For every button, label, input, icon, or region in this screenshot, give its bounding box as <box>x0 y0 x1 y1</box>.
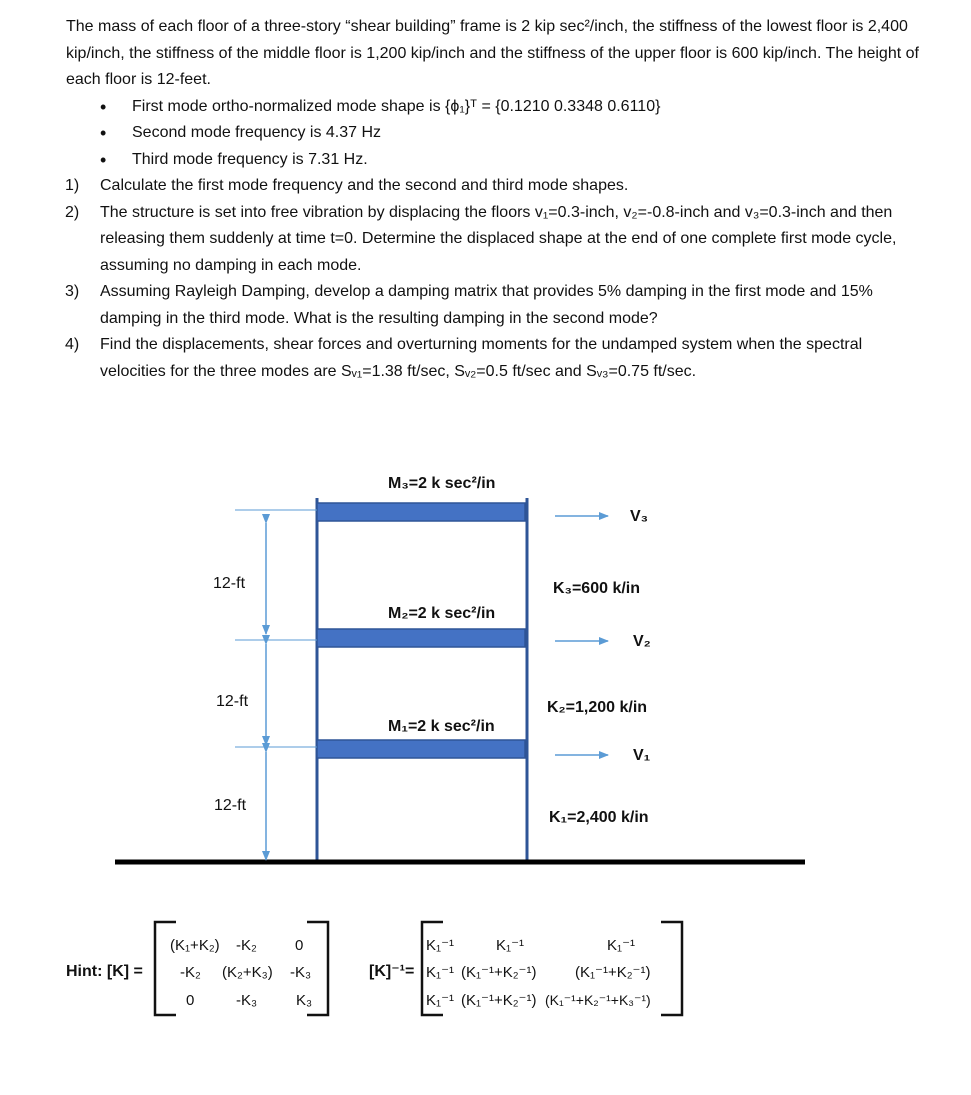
problem-intro: The mass of each floor of a three-story “shear building” frame is 2 kip sec²/inch, the stiffness of the lowest floor is 2,400 kip/inch, the stiffness of the middle floor is 1,200 kip/inch and the stiffness of the upper floor is 600 kip/inch. The height of each floor is 12-feet. <box>66 18 919 88</box>
question-number: 4) <box>65 336 80 353</box>
k-entry-1-2: -K₂ <box>236 937 257 954</box>
k-entry-1-3: 0 <box>295 937 304 954</box>
mass-label-1: M₁=2 k sec²/in <box>388 718 495 735</box>
kinv-entry-2-3: (K₁⁻¹+K₂⁻¹) <box>575 964 651 981</box>
floor-slab-2 <box>317 629 525 647</box>
height-label-2: 12-ft <box>216 693 249 710</box>
kinv-entry-2-2: (K₁⁻¹+K₂⁻¹) <box>461 964 537 981</box>
stiffness-label-2: K₂=1,200 k/in <box>547 699 648 716</box>
k-entry-3-3: K₃ <box>296 992 313 1009</box>
k-entry-2-3: -K₃ <box>290 964 312 981</box>
stiffness-label-3: K₃=600 k/in <box>553 580 640 597</box>
floor-slab-1 <box>317 740 525 758</box>
k-entry-3-2: -K₃ <box>236 992 258 1009</box>
question-text: The structure is set into free vibration by displacing the floors v₁=0.3-inch, v₂=-0.8-inch and v₃=0.3-inch and then releasing them suddenly at time t=0. Determine the displaced shape at the end of one complete first mode cycle, assuming no damping in each mode. <box>100 203 897 274</box>
question-text: Find the displacements, shear forces and overturning moments for the undamped system when the spectral velocities for the three modes are Sᵥ₁=1.38 ft/sec, Sᵥ₂=0.5 ft/sec and Sᵥ₃=0.75 ft/sec. <box>100 336 863 380</box>
height-label-3: 12-ft <box>213 575 246 592</box>
hint-label: Hint: [K] = <box>66 963 143 980</box>
mass-label-3: M₃=2 k sec²/in <box>388 475 496 492</box>
bullet-second-frequency: • Second mode frequency is 4.37 Hz <box>66 120 926 147</box>
k-inverse-label: [K]⁻¹= <box>369 963 415 980</box>
kinv-entry-3-1: K₁⁻¹ <box>426 992 454 1009</box>
question-number: 1) <box>65 177 80 194</box>
k-entry-1-1: (K₁+K₂) <box>170 937 220 954</box>
k-entry-2-2: (K₂+K₃) <box>222 964 273 981</box>
kinv-entry-3-2: (K₁⁻¹+K₂⁻¹) <box>461 992 537 1009</box>
bullet-mode-shape: • First mode ortho-normalized mode shape is {ϕ₁}ᵀ = {0.1210 0.3348 0.6110} <box>66 94 926 121</box>
force-label-1: V₁ <box>633 747 651 764</box>
question-number: 2) <box>65 203 80 221</box>
k-entry-3-1: 0 <box>186 992 195 1009</box>
floor-slab-3 <box>317 503 525 521</box>
k-entry-2-1: -K₂ <box>180 964 201 981</box>
kinv-entry-1-3: K₁⁻¹ <box>607 937 635 954</box>
kinv-entry-3-3: (K₁⁻¹+K₂⁻¹+K₃⁻¹) <box>545 992 651 1008</box>
force-label-2: V₂ <box>633 633 651 650</box>
height-label-1: 12-ft <box>214 797 247 814</box>
k-inverse-right-bracket <box>661 922 682 1015</box>
mass-label-2: M₂=2 k sec²/in <box>388 605 496 622</box>
stiffness-label-1: K₁=2,400 k/in <box>549 809 649 826</box>
k-matrix-left-bracket <box>155 922 176 1015</box>
kinv-entry-1-2: K₁⁻¹ <box>496 937 524 954</box>
force-label-3: V₃ <box>630 508 649 525</box>
bullet-third-frequency: • Third mode frequency is 7.31 Hz. <box>66 147 926 174</box>
question-text: Assuming Rayleigh Damping, develop a damping matrix that provides 5% damping in the first mode and 15% damping in the third mode. What is the resulting damping in the second mode? <box>100 283 873 327</box>
kinv-entry-1-1: K₁⁻¹ <box>426 937 454 954</box>
question-number: 3) <box>65 283 80 300</box>
kinv-entry-2-1: K₁⁻¹ <box>426 964 454 981</box>
question-text: Calculate the first mode frequency and the second and third mode shapes. <box>100 177 629 194</box>
